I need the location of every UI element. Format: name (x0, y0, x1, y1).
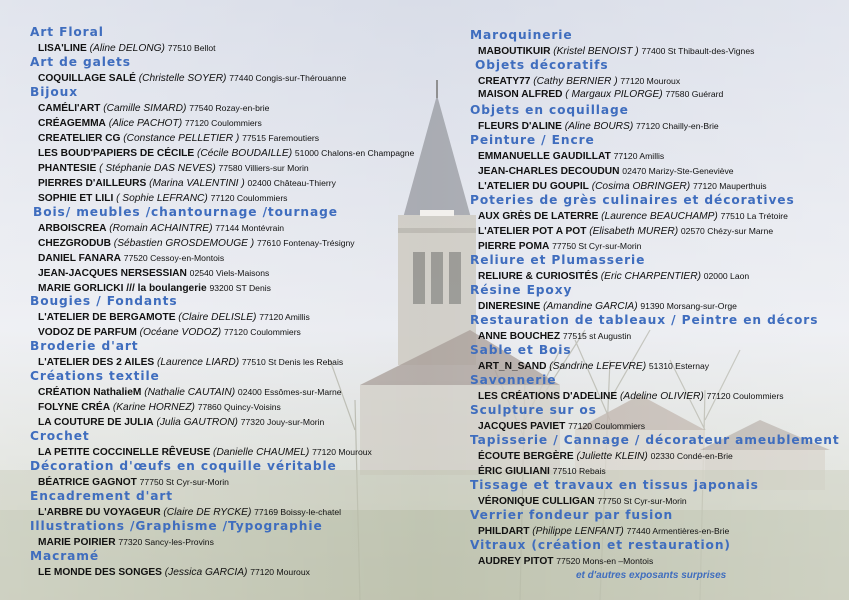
exhibitor-name: CAMÉLI'ART (38, 103, 101, 114)
exhibitor-name: JEAN-CHARLES DECOUDUN (478, 166, 620, 177)
exhibitor-entry (38, 147, 414, 160)
exhibitor-person: (Cécile BOUDAILLE) (196, 148, 293, 159)
exhibitor-location: 77440 Armentières-en-Brie (626, 526, 730, 536)
exhibitor-name: L'ATELIER DE BERGAMOTE (38, 312, 176, 323)
exhibitor-name: CHEZGRODUB (38, 238, 112, 249)
exhibitor-person: (Sandrine LEFEVRE) (549, 361, 647, 372)
exhibitor-person: (Kristel BENOIST ) (553, 46, 639, 57)
category-heading: Tapisserie / Cannage / décorateur ameublement (470, 433, 840, 447)
exhibitor-person: ( Sophie LEFRANC) (116, 193, 208, 204)
exhibitor-entry (478, 225, 773, 238)
exhibitor-name: MAISON ALFRED (478, 89, 563, 100)
exhibitor-entry (38, 117, 262, 130)
exhibitor-location: 02400 Château-Thierry (247, 178, 336, 188)
exhibitor-location: 02000 Laon (703, 271, 750, 281)
exhibitor-name: DINERESINE (478, 301, 541, 312)
exhibitor-location: 77520 Mons-en –Montois (556, 556, 654, 566)
exhibitor-person: (Alice PACHOT) (108, 118, 183, 129)
exhibitor-person: (Amandine GARCIA) (543, 301, 638, 312)
exhibitor-person: (Jessica GARCIA) (164, 567, 248, 578)
exhibitor-name: MARIE POIRIER (38, 537, 116, 548)
category-heading: Créations textile (30, 369, 160, 383)
category-heading: Bois/ meubles /chantournage /tournage (33, 205, 338, 219)
category-heading: Art Floral (30, 25, 104, 39)
category-heading: Restauration de tableaux / Peintre en décors (470, 313, 819, 327)
exhibitor-entry (478, 330, 631, 343)
exhibitor-person: (Constance PELLETIER ) (123, 133, 240, 144)
exhibitor-person: (Cathy BERNIER ) (533, 76, 618, 87)
exhibitor-location: 77440 Congis-sur-Thérouanne (229, 73, 347, 83)
category-heading: Savonnerie (470, 373, 557, 387)
exhibitor-name: CRÉAGEMMA (38, 118, 106, 129)
exhibitor-person: (Aline DELONG) (89, 43, 165, 54)
exhibitor-name: FLEURS D'ALINE (478, 121, 562, 132)
exhibitor-person: (Romain ACHAINTRE) (109, 223, 213, 234)
exhibitor-entry (38, 416, 324, 429)
exhibitor-name: MABOUTIKUIR (478, 46, 551, 57)
exhibitor-entry (38, 252, 224, 265)
exhibitor-entry (478, 390, 784, 403)
exhibitor-location: 77520 Cessoy-en-Montois (123, 253, 225, 263)
exhibitor-person: (Philippe LENFANT) (532, 526, 624, 537)
exhibitor-name: L'ATELIER DU GOUPIL (478, 181, 589, 192)
exhibitor-entry (38, 132, 319, 145)
category-heading: Reliure et Plumasserie (470, 253, 646, 267)
category-heading: Sculpture sur os (470, 403, 597, 417)
exhibitor-entry (478, 240, 641, 253)
exhibitor-name: L'ATELIER POT A POT (478, 226, 587, 237)
exhibitor-location: 77320 Sancy-les-Provins (118, 537, 214, 547)
exhibitor-location: 77120 Coulommiers (706, 391, 784, 401)
exhibitor-entry (38, 566, 310, 579)
exhibitor-location: 77120 Coulommiers (210, 193, 288, 203)
exhibitor-entry (478, 88, 723, 101)
exhibitor-entry (38, 192, 287, 205)
exhibitor-location: 77120 Amillis (259, 312, 310, 322)
exhibitor-person: (Elisabeth MURER) (589, 226, 679, 237)
exhibitor-person: (Laurence BEAUCHAMP) (601, 211, 718, 222)
exhibitor-location: 77510 La Trétoire (720, 211, 788, 221)
exhibitor-location: 91390 Morsang-sur-Orge (640, 301, 737, 311)
exhibitor-location: 77540 Rozay-en-brie (189, 103, 270, 113)
exhibitor-location: 77580 Villiers-sur Morin (218, 163, 309, 173)
exhibitor-name: AUX GRÈS DE LATERRE (478, 211, 599, 222)
exhibitor-name: SOPHIE ET LILI (38, 193, 114, 204)
exhibitor-entry (38, 311, 310, 324)
exhibitor-entry (478, 300, 737, 313)
category-heading: Bougies / Fondants (30, 294, 178, 308)
exhibitor-location: 77120 Coulommiers (184, 118, 262, 128)
exhibitor-entry (478, 360, 709, 373)
exhibitor-entry (478, 555, 653, 568)
exhibitor-entry (38, 267, 269, 280)
exhibitor-location: 77120 Amillis (613, 151, 665, 161)
exhibitor-name: DANIEL FANARA (38, 253, 122, 264)
exhibitor-entry (38, 177, 336, 190)
exhibitor-name: LA COUTURE DE JULIA (38, 417, 154, 428)
exhibitor-entry (38, 42, 216, 55)
exhibitor-location: 93200 ST Denis (209, 283, 271, 293)
exhibitor-name: LE MONDE DES SONGES (38, 567, 162, 578)
exhibitor-location: 77400 St Thibault-des-Vignes (641, 46, 755, 56)
category-heading: Broderie d'art (30, 339, 139, 353)
exhibitor-entry (38, 476, 229, 489)
category-heading: Objets décoratifs (475, 58, 609, 72)
exhibitor-name: EMMANUELLE GAUDILLAT (478, 151, 611, 162)
exhibitor-entry (38, 162, 309, 175)
category-heading: Tissage et travaux en tissus japonais (470, 478, 759, 492)
exhibitor-entry (38, 356, 343, 369)
exhibitor-person: (Claire DELISLE) (178, 312, 257, 323)
exhibitor-entry (478, 465, 606, 478)
exhibitor-person: (Eric CHARPENTIER) (600, 271, 701, 282)
exhibitor-location: 77120 Mouroux (312, 447, 372, 457)
exhibitor-location: 77144 Montévrain (215, 223, 285, 233)
exhibitor-entry (478, 120, 719, 133)
category-heading: Maroquinerie (470, 28, 573, 42)
exhibitor-name: AUDREY PITOT (478, 556, 554, 567)
exhibitor-person: (Camille SIMARD) (103, 103, 187, 114)
exhibitor-name: FOLYNE CRÉA (38, 402, 111, 413)
exhibitor-entry (38, 237, 355, 250)
exhibitor-person: (Aline BOURS) (564, 121, 634, 132)
category-heading: Peinture / Encre (470, 133, 595, 147)
exhibitor-location: 77320 Jouy-sur-Morin (240, 417, 325, 427)
exhibitor-person: (Christelle SOYER) (138, 73, 227, 84)
exhibitor-location: 77120 Mouroux (250, 567, 310, 577)
category-heading: Macramé (30, 549, 100, 563)
exhibitor-person: (Danielle CHAUMEL) (213, 447, 310, 458)
exhibitor-entry (38, 102, 269, 115)
exhibitor-location: 77610 Fontenay-Trésigny (256, 238, 355, 248)
exhibitor-person: (Cosima OBRINGER) (591, 181, 691, 192)
exhibitor-entry (38, 506, 341, 519)
category-heading: Art de galets (30, 55, 131, 69)
exhibitor-entry (478, 75, 680, 88)
exhibitor-name: MARIE GORLICKI /// la boulangerie (38, 283, 207, 294)
exhibitor-location: 02330 Condé-en-Brie (650, 451, 733, 461)
exhibitor-name: LES BOUD'PAPIERS DE CÉCILE (38, 148, 195, 159)
exhibitor-name: JACQUES PAVIET (478, 421, 566, 432)
exhibitor-person: (Karine HORNEZ) (112, 402, 195, 413)
exhibitor-location: 77750 St Cyr-sur-Morin (552, 241, 642, 251)
category-heading: Bijoux (30, 85, 78, 99)
exhibitor-location: 77120 Coulommiers (568, 421, 646, 431)
exhibitor-name: PIERRE POMA (478, 241, 550, 252)
exhibitor-name: ANNE BOUCHEZ (478, 331, 561, 342)
exhibitor-name: L'ARBRE DU VOYAGEUR (38, 507, 161, 518)
exhibitor-name: COQUILLAGE SALÉ (38, 73, 136, 84)
exhibitor-person: (Adeline OLIVIER) (620, 391, 704, 402)
exhibitor-name: CREATELIER CG (38, 133, 121, 144)
exhibitor-name: ART_N_SAND (478, 361, 547, 372)
exhibitor-entry (38, 401, 281, 414)
exhibitor-entry (38, 536, 214, 549)
exhibitor-location: 02400 Essômes-sur-Marne (237, 387, 342, 397)
exhibitor-entry (478, 150, 664, 163)
exhibitor-name: VODOZ DE PARFUM (38, 327, 137, 338)
exhibitor-name: PIERRES D'AILLEURS (38, 178, 147, 189)
exhibitor-location: 77510 St Denis les Rebais (241, 357, 344, 367)
exhibitor-entry (38, 326, 301, 339)
exhibitor-location: 77120 Coulommiers (223, 327, 301, 337)
exhibitor-name: CREATY77 (478, 76, 531, 87)
exhibitor-name: BÉATRICE GAGNOT (38, 477, 137, 488)
exhibitor-person: (Océane VODOZ) (139, 327, 222, 338)
exhibitor-location: 77515 st Augustin (562, 331, 632, 341)
exhibitor-person: (Claire DE RYCKE) (163, 507, 252, 518)
exhibitor-name: JEAN-JACQUES NERSESSIAN (38, 268, 187, 279)
exhibitor-name: ÉCOUTE BERGÈRE (478, 451, 574, 462)
exhibitor-location: 77580 Guérard (665, 89, 724, 99)
category-heading: Objets en coquillage (470, 103, 629, 117)
exhibitor-name: CRÉATION NathalieM (38, 387, 142, 398)
category-heading: Sable et Bois (470, 343, 572, 357)
exhibitor-entry (38, 72, 346, 85)
exhibitor-person: (Julia GAUTRON) (156, 417, 238, 428)
exhibitor-entry (478, 45, 754, 58)
exhibitor-name: LES CRÉATIONS D'ADELINE (478, 391, 618, 402)
exhibitor-entry (478, 450, 733, 463)
exhibitor-entry (478, 180, 767, 193)
category-heading: Illustrations /Graphisme /Typographie (30, 519, 323, 533)
exhibitor-name: LA PETITE COCCINELLE RÊVEUSE (38, 447, 211, 458)
exhibitor-location: 02540 Viels-Maisons (189, 268, 270, 278)
exhibitor-entry (478, 165, 734, 178)
exhibitor-name: ÉRIC GIULIANI (478, 466, 550, 477)
exhibitor-name: L'ATELIER DES 2 AILES (38, 357, 155, 368)
exhibitor-location: 77750 St Cyr-sur-Morin (139, 477, 229, 487)
exhibitor-entry (478, 420, 645, 433)
exhibitor-person: (Nathalie CAUTAIN) (144, 387, 236, 398)
exhibitor-entry (478, 210, 788, 223)
category-heading: Vitraux (création et restauration) (470, 538, 731, 552)
category-heading: Décoration d'œufs en coquille véritable (30, 459, 337, 473)
exhibitor-person: ( Stéphanie DAS NEVES) (99, 163, 216, 174)
exhibitor-entry (38, 222, 284, 235)
exhibitor-entry (478, 270, 749, 283)
exhibitor-entry (478, 525, 729, 538)
category-heading: Crochet (30, 429, 90, 443)
exhibitor-name: ARBOISCREA (38, 223, 107, 234)
exhibitor-location: 77510 Bellot (167, 43, 216, 53)
exhibitor-location: 77120 Mouroux (620, 76, 681, 86)
category-heading: Encadrement d'art (30, 489, 173, 503)
exhibitor-entry (38, 386, 342, 399)
exhibitor-location: 77120 Chailly-en-Brie (636, 121, 719, 131)
exhibitor-location: 02470 Marizy-Ste-Geneviève (622, 166, 734, 176)
exhibitor-name: PHANTESIE (38, 163, 97, 174)
exhibitor-location: 51310 Esternay (648, 361, 710, 371)
exhibitor-person: (Marina VALENTINI ) (149, 178, 245, 189)
category-heading: Verrier fondeur par fusion (470, 508, 674, 522)
exhibitor-name: PHILDART (478, 526, 530, 537)
exhibitor-location: 77169 Boissy-le-chatel (254, 507, 342, 517)
exhibitor-location: 77515 Faremoutiers (242, 133, 320, 143)
exhibitor-location: 77750 St Cyr-sur-Morin (597, 496, 687, 506)
exhibitor-name: LISA'LINE (38, 43, 87, 54)
exhibitor-location: 51000 Chalons-en Champagne (294, 148, 415, 158)
exhibitor-person: ( Margaux PILORGE) (565, 89, 663, 100)
exhibitor-location: 77860 Quincy-Voisins (197, 402, 281, 412)
exhibitor-name: VÉRONIQUE CULLIGAN (478, 496, 595, 507)
exhibitor-location: 77120 Mauperthuis (692, 181, 767, 191)
exhibitor-location: 77510 Rebais (552, 466, 606, 476)
exhibitor-person: (Laurence LIARD) (156, 357, 240, 368)
exhibitor-person: (Sébastien GROSDEMOUGE ) (113, 238, 255, 249)
category-heading: Poteries de grès culinaires et décoratives (470, 193, 795, 207)
exhibitor-name: RELIURE & CURIOSITÉS (478, 271, 598, 282)
exhibitor-person: (Juliette KLEIN) (576, 451, 648, 462)
footer-note: et d'autres exposants surprises (576, 570, 727, 581)
exhibitor-entry (478, 495, 687, 508)
exhibitor-entry (38, 446, 372, 459)
exhibitor-location: 02570 Chézy-sur Marne (680, 226, 774, 236)
category-heading: Résine Epoxy (470, 283, 573, 297)
